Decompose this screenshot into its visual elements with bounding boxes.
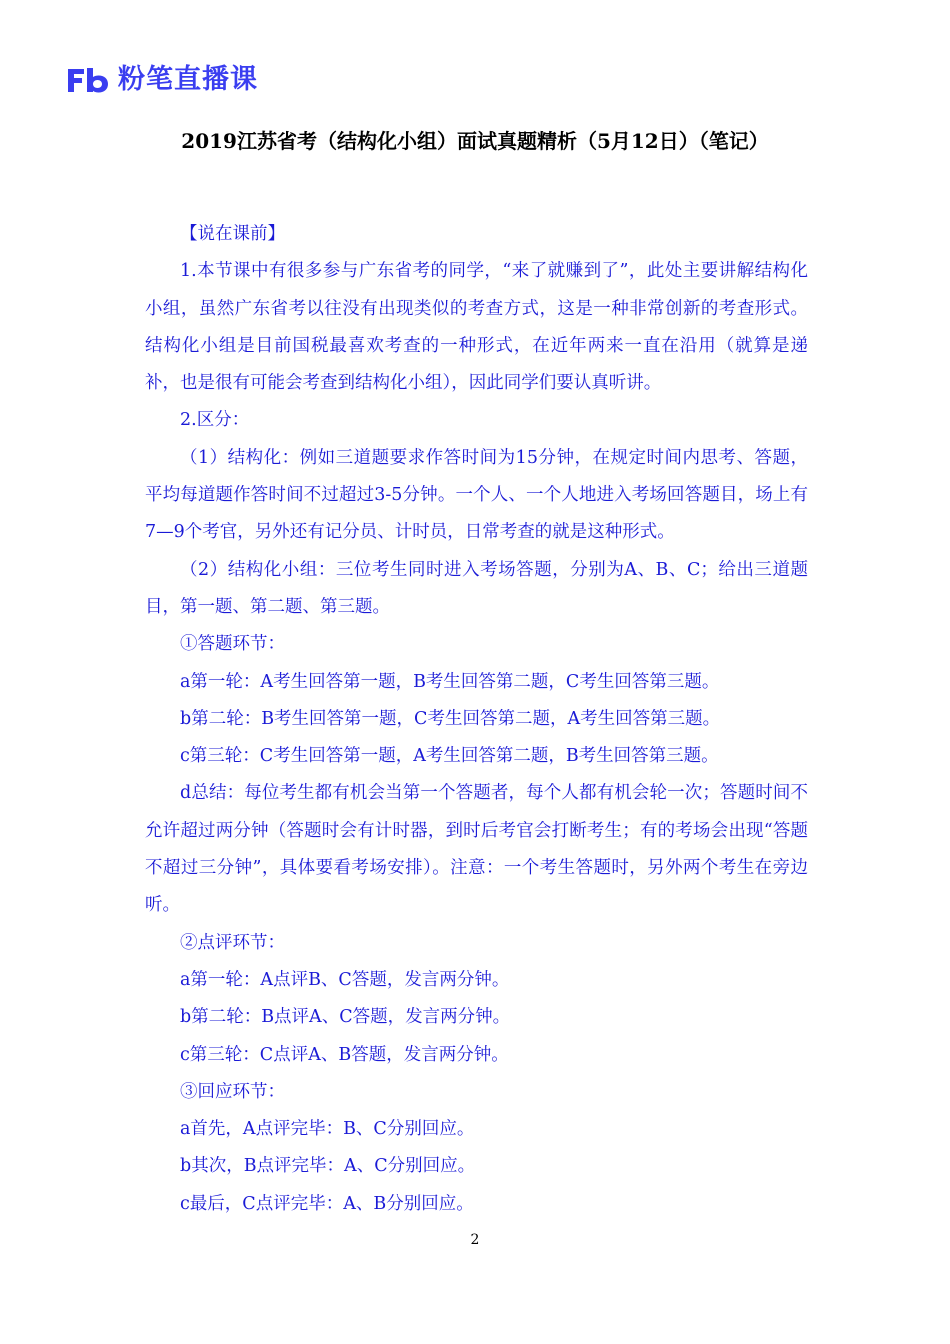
sub-heading: ②点评环节： bbox=[180, 932, 285, 953]
sub-heading: ①答题环节： bbox=[180, 634, 285, 655]
fb-logo-icon bbox=[66, 65, 110, 95]
list-item: c第三轮：C考生回答第一题，A考生回答第二题，B考生回答第三题。 bbox=[180, 746, 719, 767]
paragraph: 1.本节课中有很多参与广东省考的同学，“来了就赚到了”，此处主要讲解结构化小组，虽然广东省考以往没有出现类似的考查方式，这是一种非常创新的考查形式。结构化小组是目前国税最喜欢考查的一种形式，在近年两来一直在沿用（就算是递补，也是很有可能会考查到结构化小组），因此同学们要认真听讲。 bbox=[145, 261, 808, 394]
list-item: b其次，B点评完毕：A、C分别回应。 bbox=[180, 1156, 476, 1177]
sub-heading: ③回应环节： bbox=[180, 1081, 285, 1102]
list-item: a第一轮：A考生回答第一题，B考生回答第二题，C考生回答第三题。 bbox=[180, 671, 720, 692]
list-item: a首先，A点评完毕：B、C分别回应。 bbox=[180, 1119, 475, 1140]
list-item: d总结：每位考生都有机会当第一个答题者，每个人都有机会轮一次；答题时间不允许超过两分钟（答题时会有计时器，到时后考官会打断考生；有的考场会出现“答题不超过三分钟”，具体要看考场安排）。注意：一个考生答题时，另外两个考生在旁边听。 bbox=[145, 783, 808, 916]
brand-logo bbox=[66, 62, 258, 98]
list-item: c最后，C点评完毕：A、B分别回应。 bbox=[180, 1193, 474, 1214]
page-number: 2 bbox=[470, 1232, 480, 1248]
list-item: b第二轮：B点评A、C答题，发言两分钟。 bbox=[180, 1007, 511, 1028]
list-item: c第三轮：C点评A、B答题，发言两分钟。 bbox=[180, 1044, 509, 1065]
brand-name: 粉笔直播课 bbox=[118, 64, 258, 95]
section-heading: 【说在课前】 bbox=[180, 224, 285, 244]
list-item: b第二轮：B考生回答第一题，C考生回答第二题，A考生回答第三题。 bbox=[180, 708, 721, 729]
document-body bbox=[145, 216, 808, 1223]
paragraph: （2）结构化小组：三位考生同时进入考场答题，分别为A、B、C；给出三道题目，第一题、第二题、第三题。 bbox=[145, 559, 808, 617]
paragraph: 2.区分： bbox=[180, 410, 250, 431]
document-title: 2019江苏省考（结构化小组）面试真题精析（5月12日）（笔记） bbox=[181, 129, 769, 153]
list-item: a第一轮：A点评B、C答题，发言两分钟。 bbox=[180, 969, 510, 990]
paragraph: （1）结构化：例如三道题要求作答时间为15分钟，在规定时间内思考、答题，平均每道题作答时间不过超过3-5分钟。一个人、一个人地进入考场回答题目，场上有7—9个考官，另外还有记分员、计时员，日常考查的就是这种形式。 bbox=[145, 447, 808, 543]
